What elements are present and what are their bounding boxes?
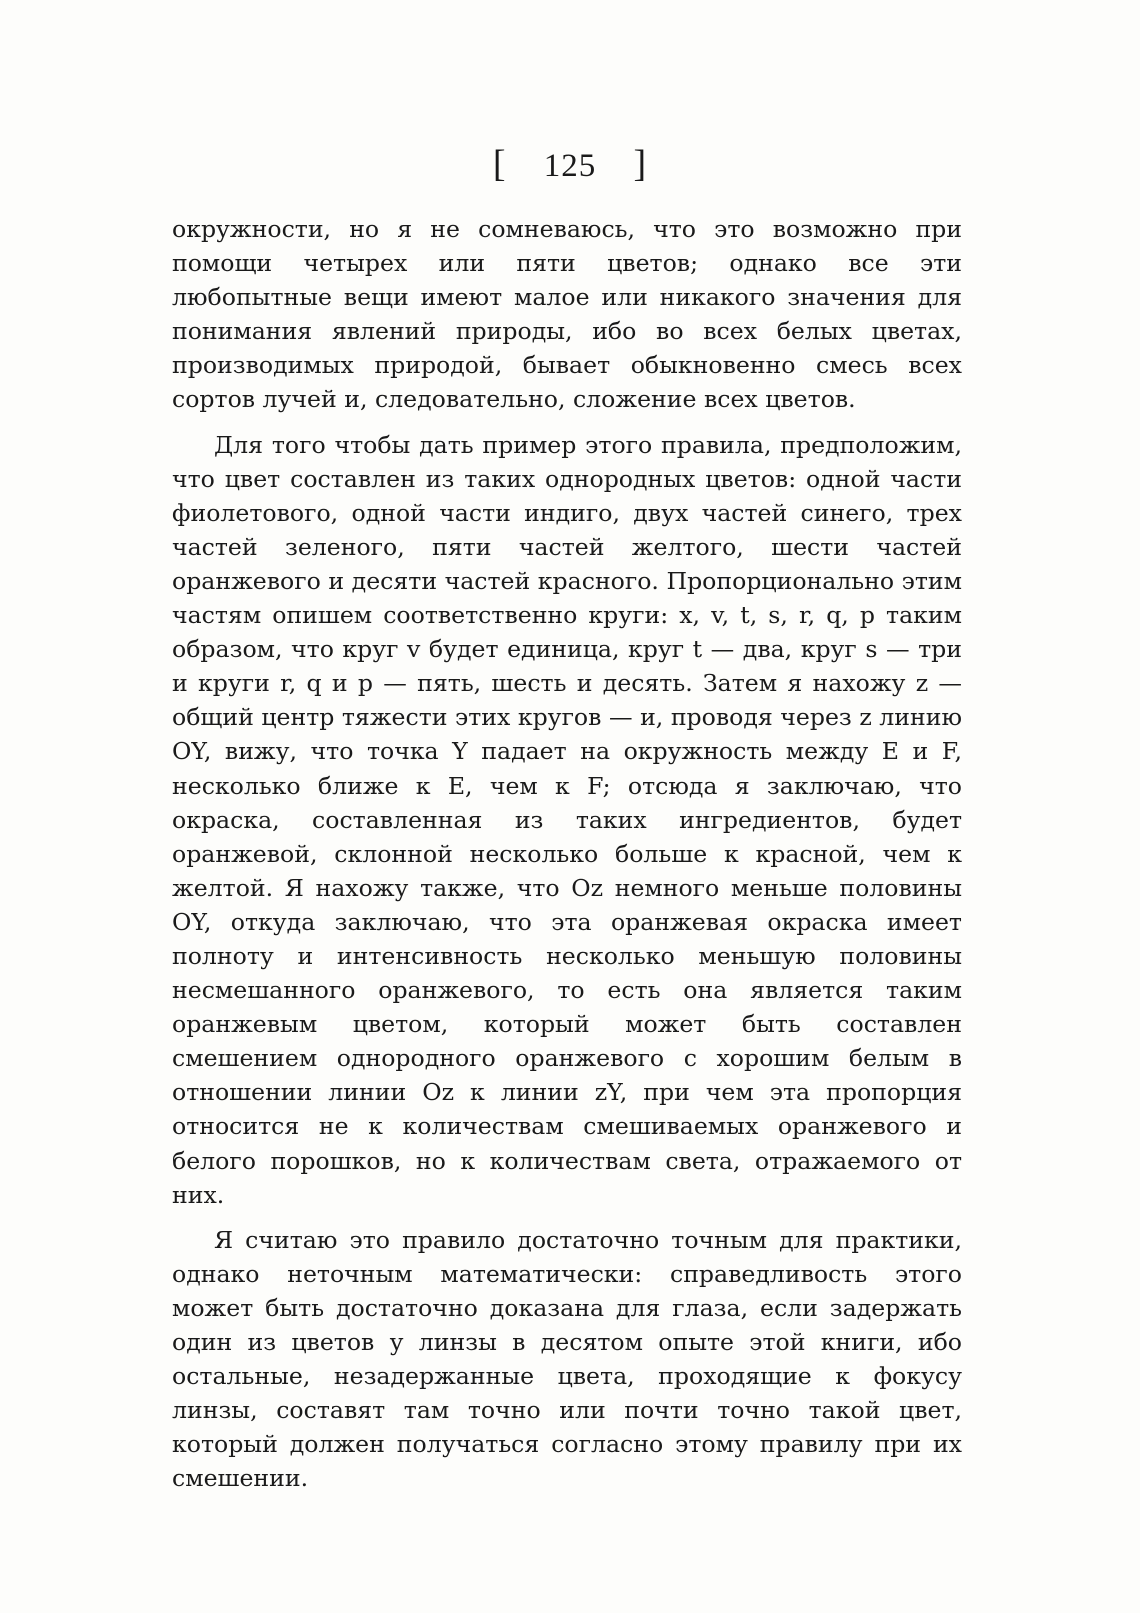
paragraph-example: Для того чтобы дать пример этого правила, предположим, что цвет составлен из таких однородных цветов: одной части фиолетового, одной части индиго, двух частей синего, трех частей зеленого, пяти частей желтого, шести частей оранжевого и десяти частей красного. Пропорционально этим частям опишем соответственно круги: x, v, t, s, r, q, p таким образом, что круг v будет единица, круг t — два, круг s — три и круги r, q и p — пять, шесть и десять. Затем я нахожу z — общий центр тяжести этих кругов — и, проводя через z линию OY, вижу, что точка Y падает на окружность между E и F, несколько ближе к E, чем к F; отсюда я заключаю, что окраска, составленная из таких ингредиентов, будет оранжевой, склонной несколько больше к красной, чем к желтой. Я нахожу также, что Oz немного меньше половины OY, откуда заключаю, что эта оранжевая окраска имеет полноту и интенсивность несколько меньшую половины несмешанного оранжевого, то есть она является таким оранжевым цветом, который может быть составлен смешением однородного оранжевого с хорошим белым в отношении линии Oz к линии zY, при чем эта пропорция относится не к количествам смешиваемых оранжевого и белого порошков, но к количествам света, отражаемого от них. [172,430,962,1209]
page-number-header [0,142,1140,186]
left-bracket: [ [492,143,507,185]
paragraph-continuation: окружности, но я не сомневаюсь, что это возможно при помощи четырех или пяти цветов; однако все эти любопытные вещи имеют малое или никакого значения для понимания явлений природы, ибо во всех белых цветах, производимых природой, бывает обыкновенно смесь всех сортов лучей и, следовательно, сложение всех цветов. [172,215,962,414]
right-bracket: ] [633,143,648,185]
page-number: 125 [543,148,597,184]
body-text [172,212,962,1506]
paragraph-accuracy: Я считаю это правило достаточно точным для практики, однако неточным математически: справедливость этого может быть достаточно доказана для глаза, если задержать один из цветов у линзы в десятом опыте этой книги, ибо остальные, незадержанные цвета, проходящие к фокусу линзы, составят там точно или почти точно такой цвет, который должен получаться согласно этому правилу при их смешении. [172,1225,962,1493]
